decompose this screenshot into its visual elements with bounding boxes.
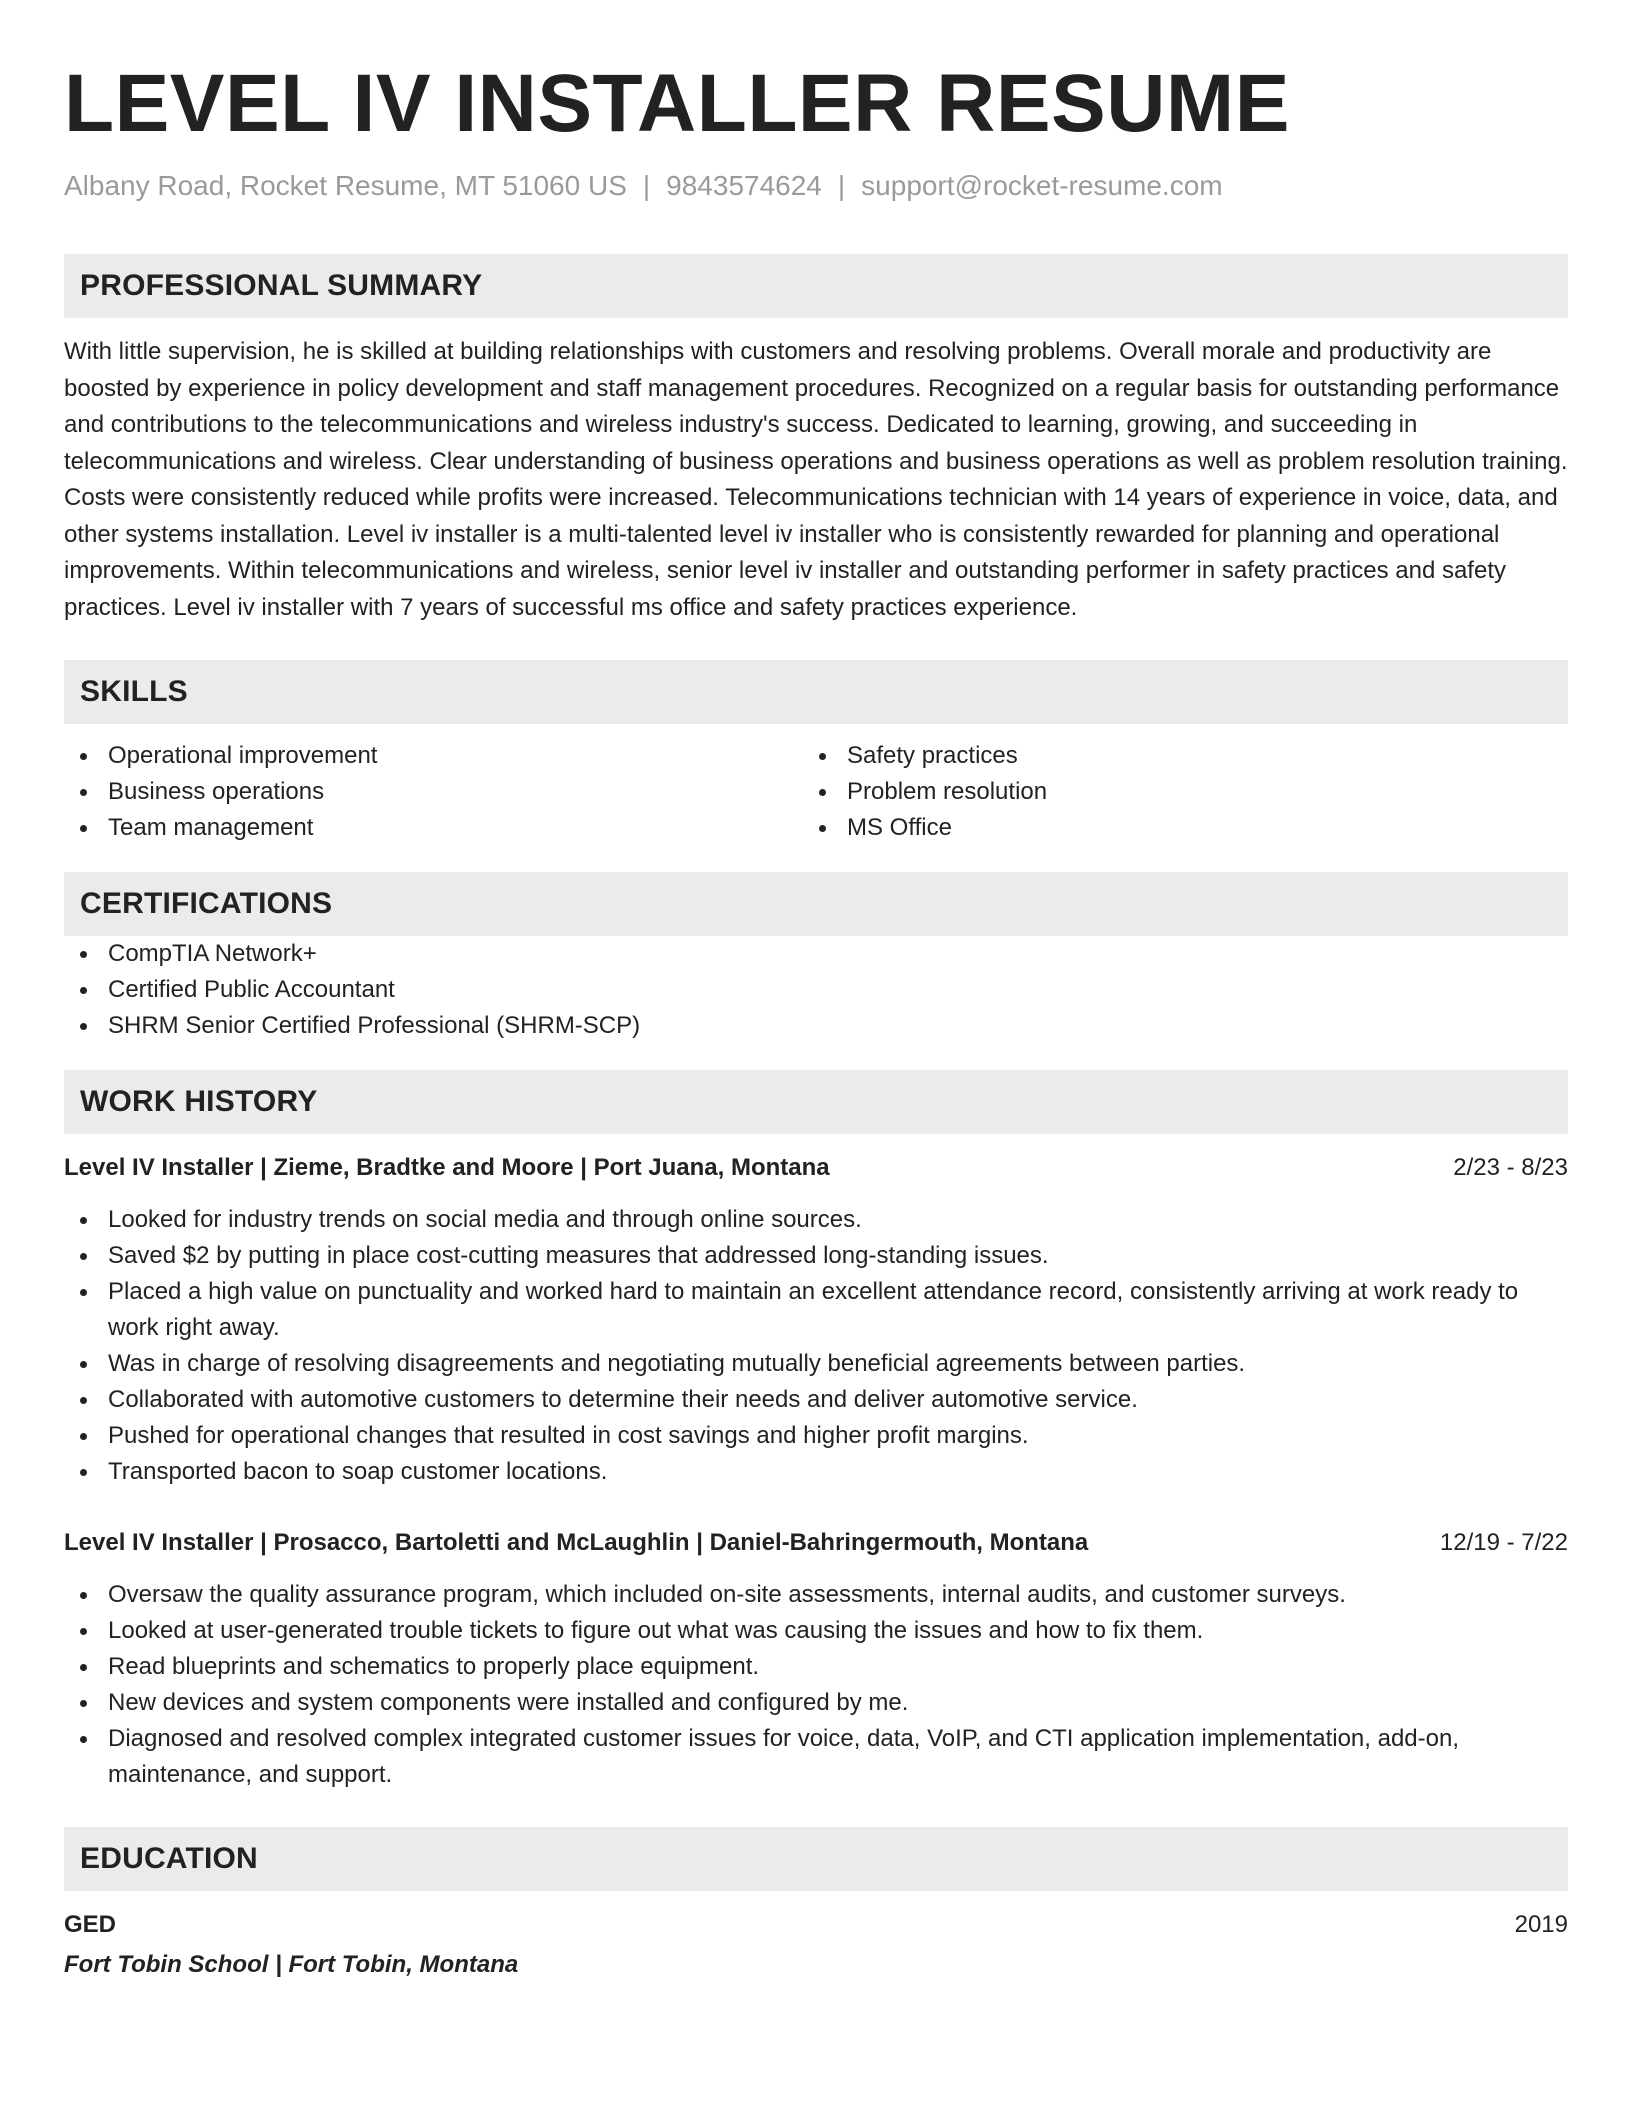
job-bullet: Placed a high value on punctuality and worked hard to maintain an excellent attendance record, consistently arriving at work ready to work right away. (64, 1274, 1568, 1346)
contact-separator: | (837, 170, 846, 201)
education-school: Fort Tobin School | Fort Tobin, Montana (64, 1951, 519, 1978)
job-heading (64, 1150, 1568, 1186)
contact-separator: | (642, 170, 651, 201)
job-bullets (64, 1202, 1568, 1490)
job-bullet: Looked for industry trends on social media and through online sources. (64, 1202, 1568, 1238)
job-title: Level IV Installer | Zieme, Bradtke and Moore | Port Juana, Montana (64, 1154, 830, 1181)
section-header-certifications: CERTIFICATIONS (64, 872, 1568, 936)
skills-column-right (803, 738, 1568, 846)
skills-column-left (64, 738, 803, 846)
job-dates: 2/23 - 8/23 (1453, 1154, 1568, 1181)
job-bullet: Pushed for operational changes that resulted in cost savings and higher profit margins. (64, 1418, 1568, 1454)
certification-item: SHRM Senior Certified Professional (SHRM-SCP) (64, 1008, 1568, 1044)
skills-list (64, 738, 1568, 846)
skill-item: Operational improvement (64, 738, 803, 774)
job-bullet: Transported bacon to soap customer locations. (64, 1454, 1568, 1490)
job-dates: 12/19 - 7/22 (1439, 1529, 1568, 1556)
skill-item: Problem resolution (803, 774, 1568, 810)
education-heading (64, 1907, 1568, 1943)
contact-line (64, 168, 1568, 204)
job-bullet: Collaborated with automotive customers to determine their needs and deliver automotive service. (64, 1382, 1568, 1418)
education-degree: GED (64, 1911, 117, 1938)
job-bullet: Diagnosed and resolved complex integrated customer issues for voice, data, VoIP, and CTI application implementation, add-on, maintenance, and support. (64, 1721, 1568, 1793)
skill-item: Team management (64, 810, 803, 846)
job-heading (64, 1525, 1568, 1561)
summary-text: With little supervision, he is skilled at building relationships with customers and resolving problems. Overall morale and productivity are boosted by experience in policy development and staff management procedures. Recognized on a regular basis for outstanding performance and contributions to the telecommunications and wireless industry's success. Dedicated to learning, growing, and succeeding in telecommunications and wireless. Clear understanding of business operations and business operations as well as problem resolution training. Costs were consistently reduced while profits were increased. Telecommunications technician with 14 years of experience in voice, data, and other systems installation. Level iv installer is a multi-talented level iv installer who is consistently rewarded for planning and operational improvements. Within telecommunications and wireless, senior level iv installer and outstanding performer in safety practices and safety practices. Level iv installer with 7 years of successful ms office and safety practices experience. (64, 338, 1568, 621)
skill-item: Business operations (64, 774, 803, 810)
job-bullet: Saved $2 by putting in place cost-cutting measures that addressed long-standing issues. (64, 1238, 1568, 1274)
job-bullet: Read blueprints and schematics to properly place equipment. (64, 1649, 1568, 1685)
contact-address: Albany Road, Rocket Resume, MT 51060 US (64, 170, 627, 201)
job-bullet: Oversaw the quality assurance program, which included on-site assessments, internal audits, and customer surveys. (64, 1577, 1568, 1613)
section-header-skills: SKILLS (64, 660, 1568, 724)
job-bullets (64, 1577, 1568, 1793)
job-bullet: Looked at user-generated trouble tickets to figure out what was causing the issues and how to fix them. (64, 1613, 1568, 1649)
section-header-education: EDUCATION (64, 1827, 1568, 1891)
skill-item: Safety practices (803, 738, 1568, 774)
certifications-list (64, 936, 1568, 1044)
certification-item: Certified Public Accountant (64, 972, 1568, 1008)
section-header-work-history: WORK HISTORY (64, 1070, 1568, 1134)
certification-item: CompTIA Network+ (64, 936, 1568, 972)
skill-item: MS Office (803, 810, 1568, 846)
job-title: Level IV Installer | Prosacco, Bartoletti and McLaughlin | Daniel-Bahringermouth, Montana (64, 1529, 1089, 1556)
section-header-summary: PROFESSIONAL SUMMARY (64, 254, 1568, 318)
job-bullet: New devices and system components were installed and configured by me. (64, 1685, 1568, 1721)
job-bullet: Was in charge of resolving disagreements and negotiating mutually beneficial agreements between parties. (64, 1346, 1568, 1382)
education-year: 2019 (1514, 1911, 1568, 1938)
resume-title: LEVEL IV INSTALLER RESUME (64, 58, 1290, 149)
contact-phone: 9843574624 (666, 170, 822, 201)
contact-email: support@rocket-resume.com (861, 170, 1223, 201)
